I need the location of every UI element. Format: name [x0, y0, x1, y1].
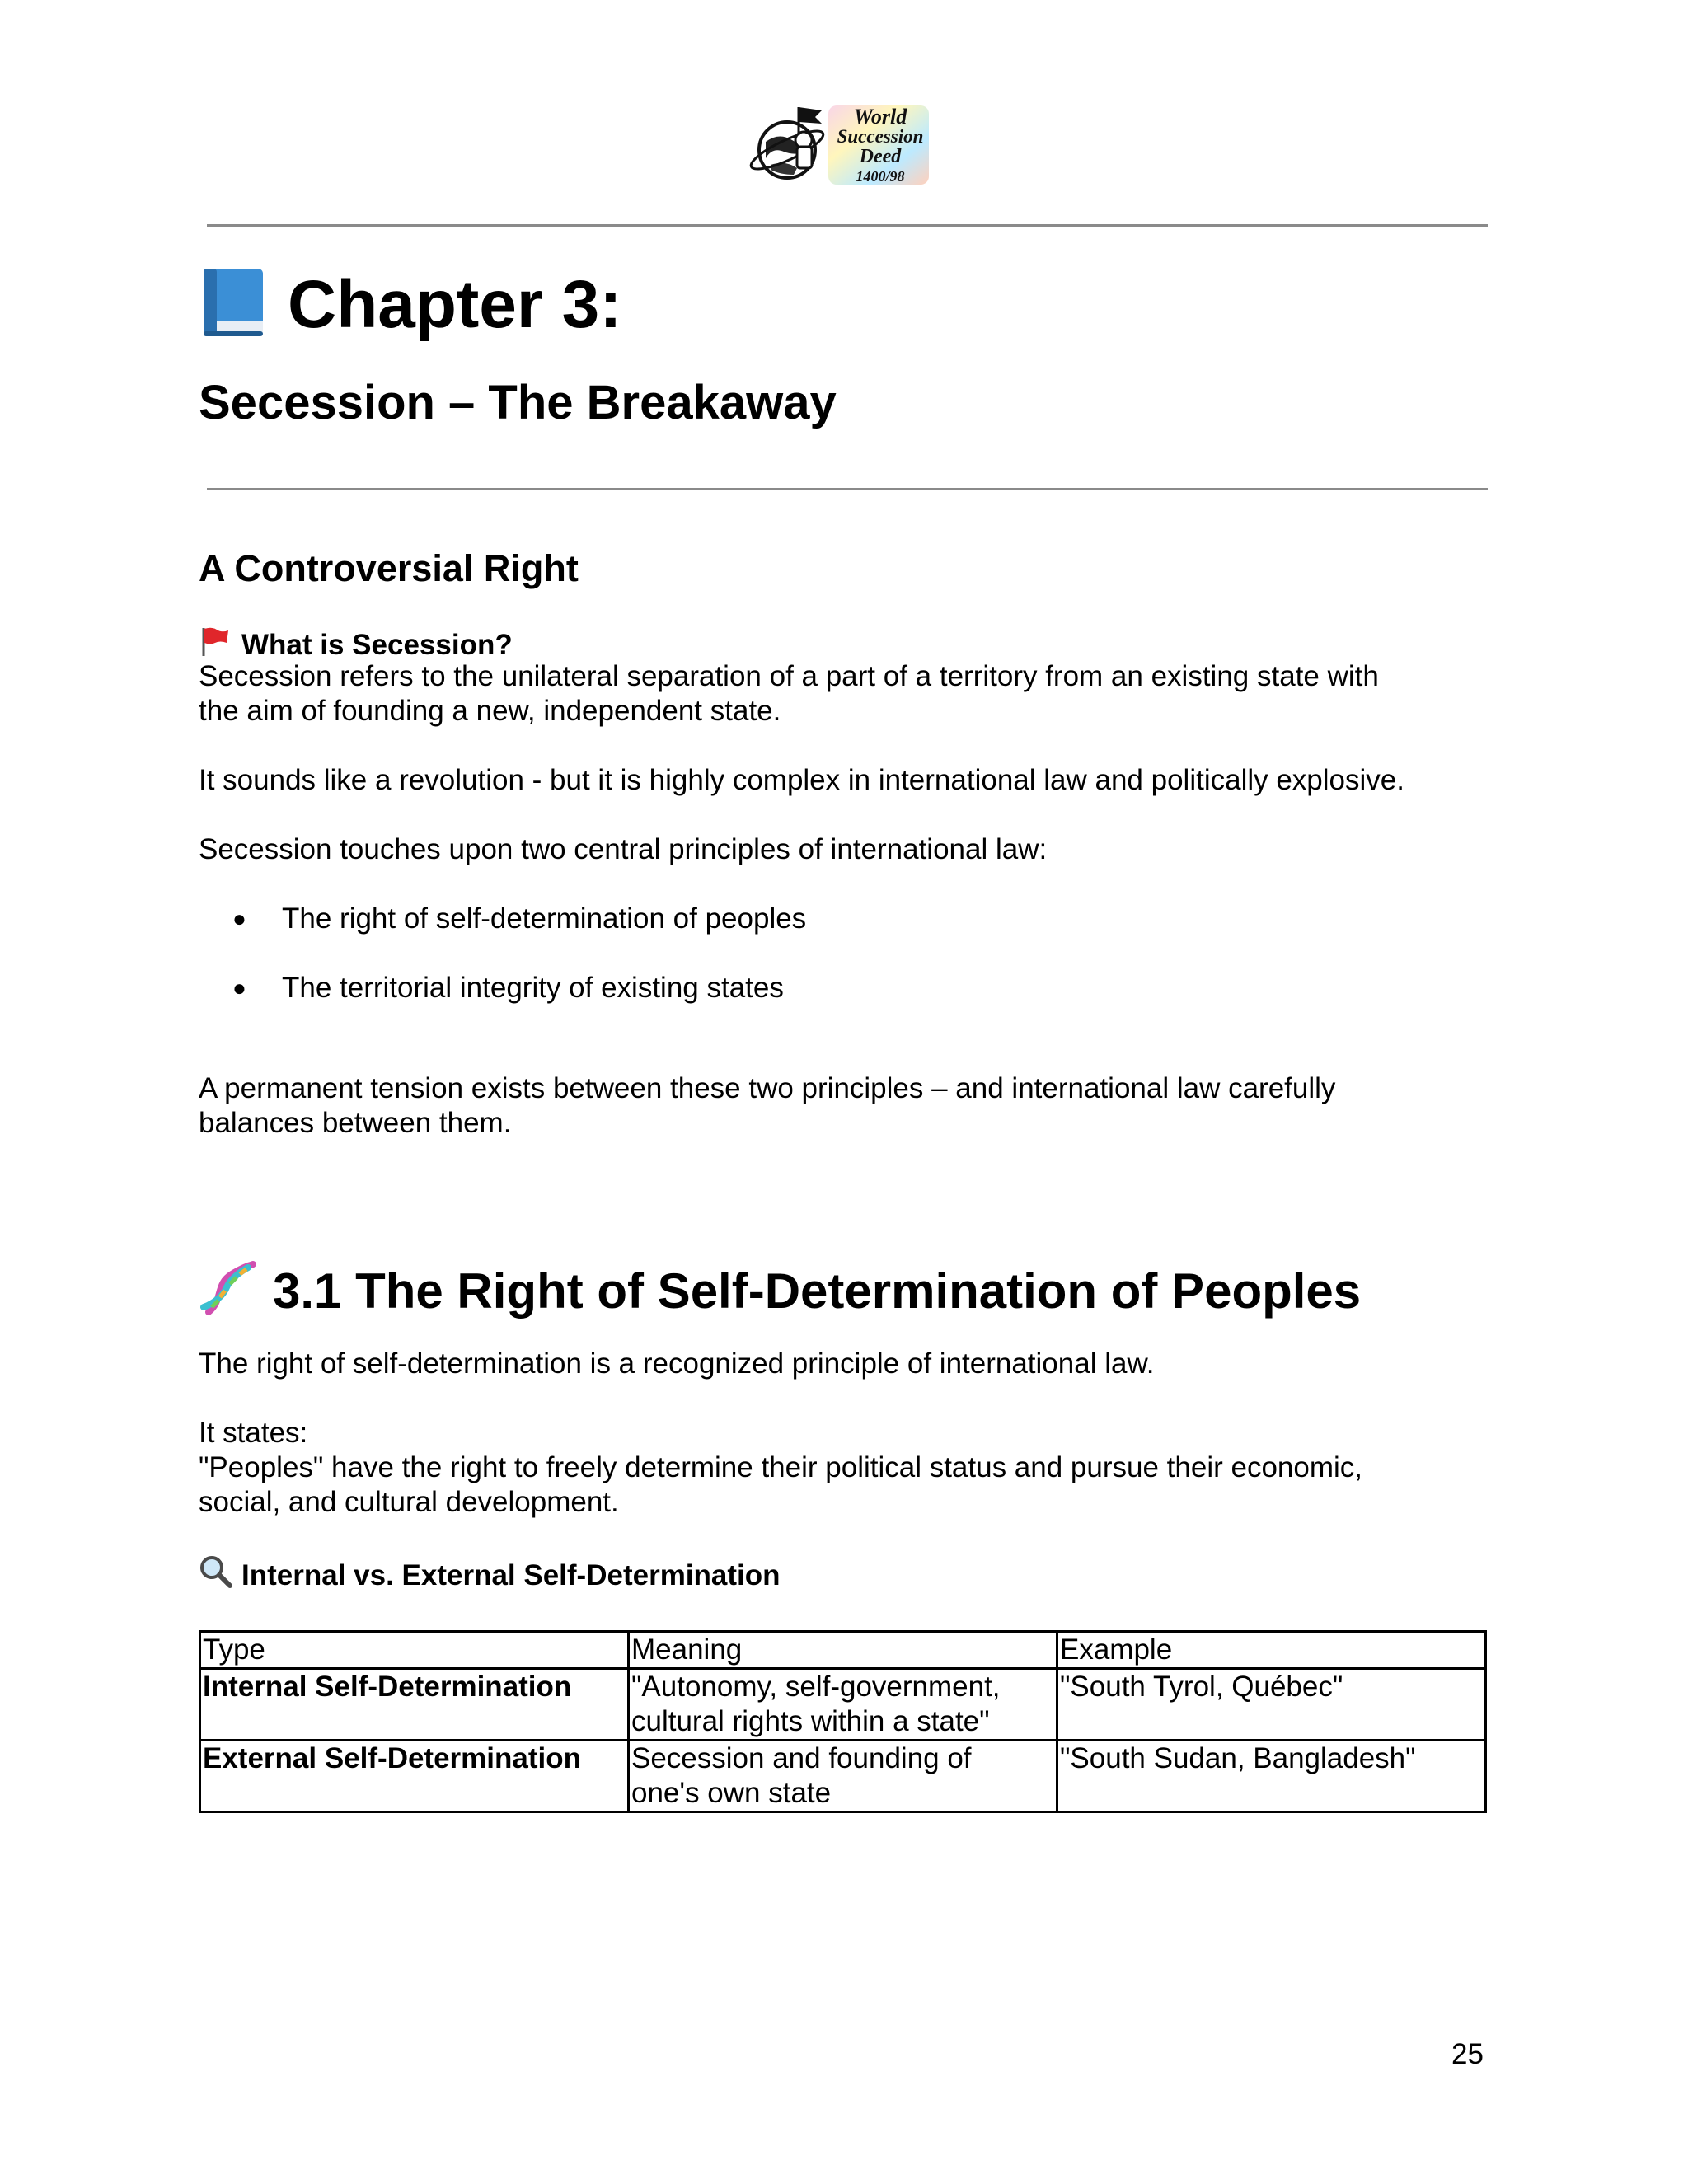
- tension-paragraph: [199, 1071, 1335, 1141]
- dna-icon: [199, 1259, 258, 1323]
- table-cell-meaning: [629, 1741, 1057, 1812]
- table-cell-example: "South Sudan, Bangladesh": [1057, 1741, 1486, 1812]
- table-header-cell: Meaning: [629, 1632, 1057, 1669]
- bullet-icon: ●: [232, 906, 246, 931]
- logo-line-4: 1400/98: [856, 168, 905, 185]
- subheading-text: Internal vs. External Self-Determination: [241, 1559, 781, 1591]
- table-cell-meaning: [629, 1669, 1057, 1741]
- quote-line-2: social, and cultural development.: [199, 1486, 619, 1518]
- page-number: 25: [1451, 2038, 1484, 2070]
- list-item-text: The territorial integrity of existing states: [282, 972, 784, 1004]
- quote-line-1: "Peoples" have the right to freely determine their political status and pursue their economic,: [199, 1451, 1362, 1483]
- list-item: [232, 902, 806, 936]
- world-succession-deed-logo: [746, 99, 931, 194]
- top-divider: [207, 224, 1488, 227]
- table-row: [200, 1669, 1486, 1741]
- it-states-label: It states:: [199, 1417, 308, 1449]
- tension-line-2: balances between them.: [199, 1107, 512, 1139]
- section-3-1-title: 3.1 The Right of Self-Determination of Peoples: [273, 1263, 1362, 1319]
- chapter-subtitle: Secession – The Breakaway: [199, 376, 837, 429]
- list-item: [232, 971, 784, 1005]
- table-row: [200, 1741, 1486, 1812]
- chapter-heading: [199, 265, 622, 344]
- section-3-1-heading: [199, 1259, 1361, 1323]
- table-header-row: [200, 1632, 1486, 1669]
- table-cell-type: External Self-Determination: [200, 1741, 629, 1812]
- meaning-line: Secession and founding of: [631, 1742, 972, 1774]
- table-header-cell: Example: [1057, 1632, 1486, 1669]
- self-determination-intro: The right of self-determination is a recognized principle of international law.: [199, 1347, 1155, 1380]
- meaning-line: "Autonomy, self-government,: [631, 1671, 1001, 1703]
- list-item-text: The right of self-determination of peoples: [282, 902, 807, 935]
- secession-definition: [199, 659, 1379, 729]
- meaning-line: cultural rights within a state": [631, 1705, 990, 1737]
- internal-external-subheading: [199, 1554, 781, 1597]
- logo-line-3: Deed: [859, 146, 902, 167]
- logo-line-2: Succession: [837, 126, 924, 147]
- self-determination-table: [199, 1630, 1487, 1813]
- definition-line-1: Secession refers to the unilateral separation of a part of a territory from an existing state with: [199, 660, 1379, 692]
- definition-line-2: the aim of founding a new, independent state.: [199, 695, 781, 727]
- magnifier-icon: [199, 1554, 233, 1597]
- bullet-icon: ●: [232, 975, 246, 1001]
- logo-line-1: World: [853, 105, 907, 129]
- blue-book-icon: [199, 265, 268, 344]
- principles-intro: Secession touches upon two central principles of international law:: [199, 833, 1048, 865]
- table-cell-type: Internal Self-Determination: [200, 1669, 629, 1741]
- table-cell-example: "South Tyrol, Québec": [1057, 1669, 1486, 1741]
- table-header-cell: Type: [200, 1632, 629, 1669]
- tension-line-1: A permanent tension exists between these two principles – and international law carefully: [199, 1072, 1336, 1104]
- revolution-paragraph: It sounds like a revolution - but it is highly complex in international law and politically explosive.: [199, 764, 1404, 796]
- section-heading-controversial-right: A Controversial Right: [199, 547, 579, 589]
- question-label: What is Secession?: [241, 629, 513, 661]
- chapter-title: Chapter 3:: [288, 266, 622, 342]
- meaning-line: one's own state: [631, 1777, 832, 1809]
- it-states-block: [199, 1416, 1362, 1520]
- chapter-divider: [207, 488, 1488, 490]
